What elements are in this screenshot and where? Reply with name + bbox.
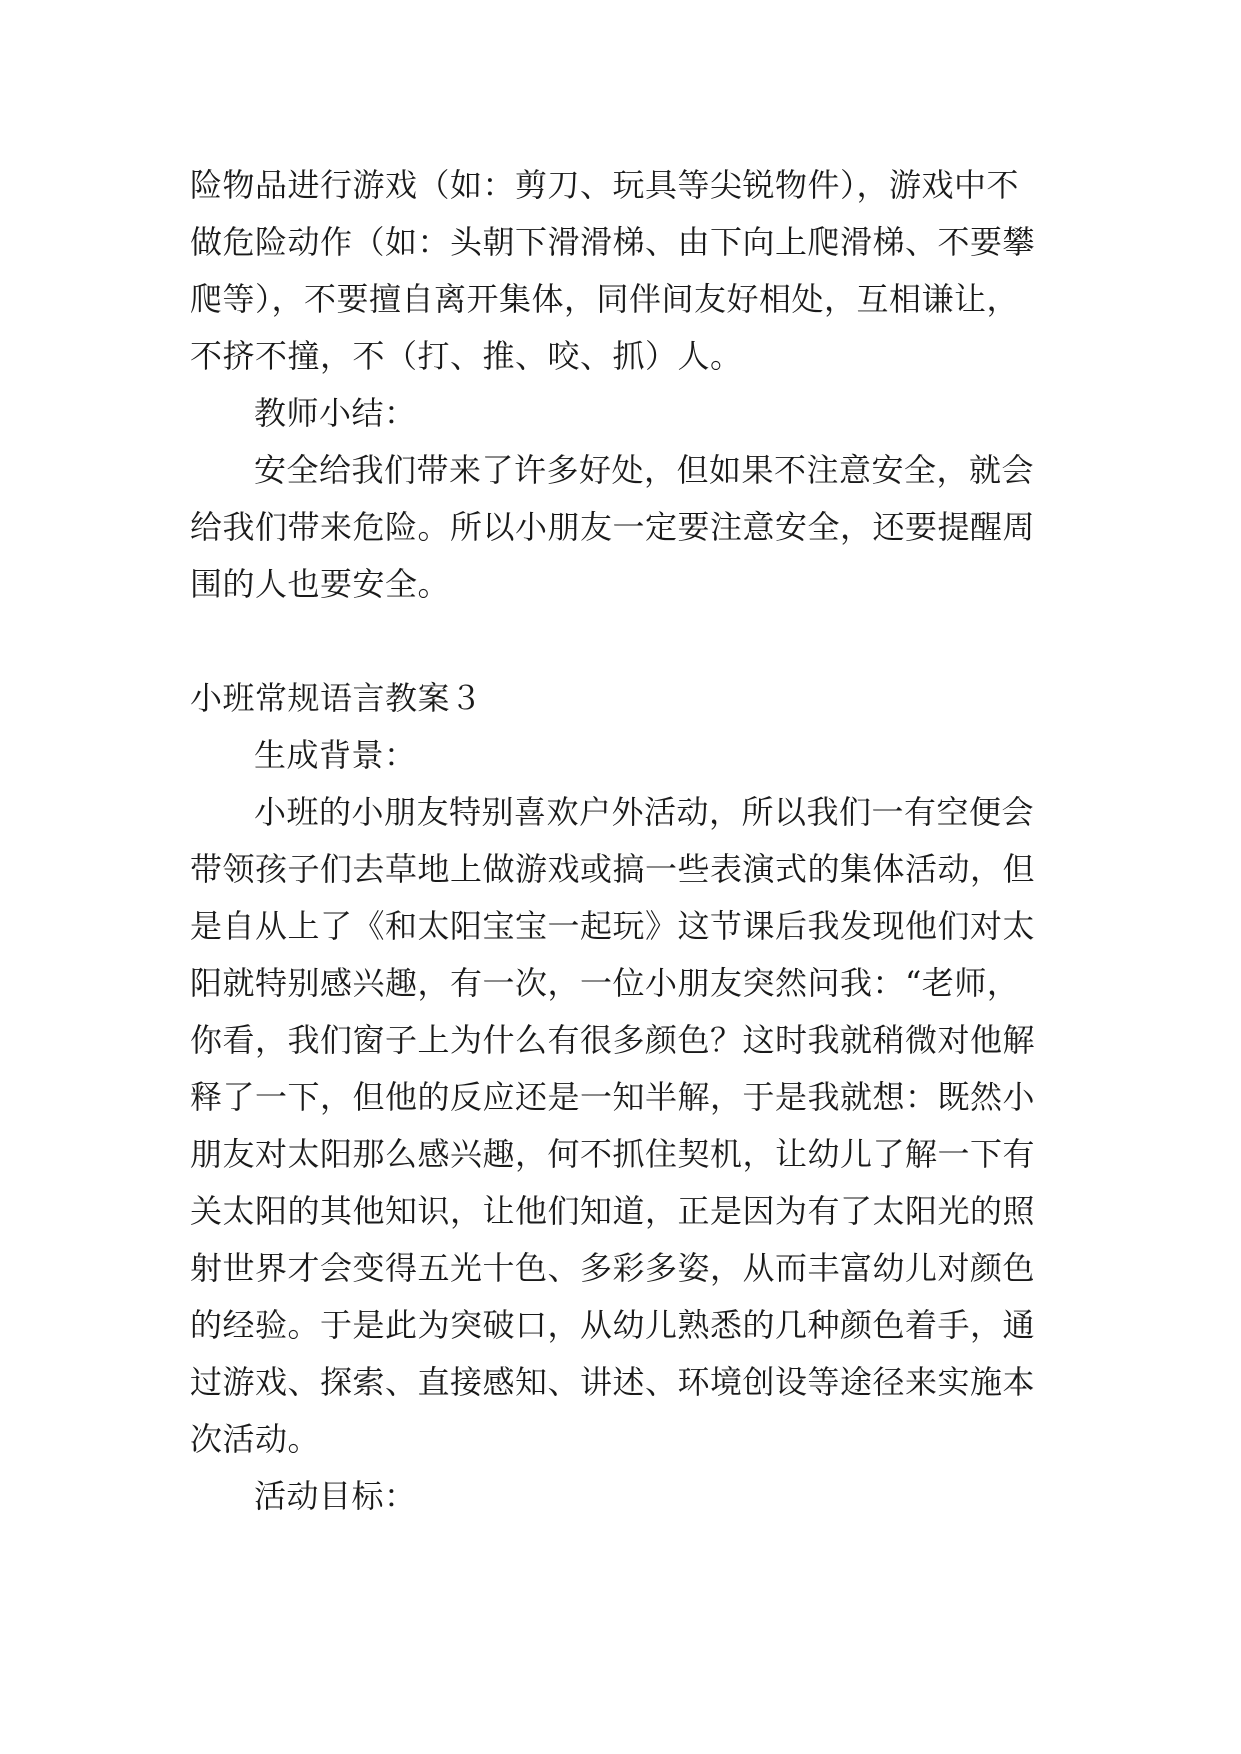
paragraph-line: 不挤不撞，不（打、推、咬、抓）人。	[190, 337, 743, 375]
paragraph-line: 关太阳的其他知识，让他们知道，正是因为有了太阳光的照	[190, 1192, 1036, 1230]
paragraph-line: 次活动。	[190, 1420, 321, 1458]
paragraph-line: 做危险动作（如：头朝下滑滑梯、由下向上爬滑梯、不要攀	[190, 223, 1036, 261]
section-title: 小班常规语言教案３	[190, 679, 483, 717]
paragraph-line: 围的人也要安全。	[190, 565, 451, 603]
paragraph-line: 是自从上了《和太阳宝宝一起玩》这节课后我发现他们对太	[190, 907, 1036, 945]
paragraph-line: 过游戏、探索、直接感知、讲述、环境创设等途径来实施本	[190, 1363, 1036, 1401]
paragraph-line: 阳就特别感兴趣，有一次，一位小朋友突然问我：“老师，	[190, 964, 1020, 1002]
paragraph-line: 带领孩子们去草地上做游戏或搞一些表演式的集体活动，但	[190, 850, 1036, 888]
paragraph-line: 安全给我们带来了许多好处，但如果不注意安全，就会	[254, 451, 1035, 489]
subheading: 教师小结：	[254, 394, 417, 432]
paragraph-line: 你看，我们窗子上为什么有很多颜色？这时我就稍微对他解	[190, 1021, 1036, 1059]
paragraph-line: 给我们带来危险。所以小朋友一定要注意安全，还要提醒周	[190, 508, 1036, 546]
paragraph-line: 射世界才会变得五光十色、多彩多姿，从而丰富幼儿对颜色	[190, 1249, 1036, 1287]
subheading: 活动目标：	[254, 1477, 417, 1515]
paragraph-line: 小班的小朋友特别喜欢户外活动，所以我们一有空便会	[254, 793, 1035, 831]
paragraph-line: 险物品进行游戏（如：剪刀、玩具等尖锐物件），游戏中不	[190, 166, 1020, 204]
paragraph-line: 爬等），不要擅自离开集体，同伴间友好相处，互相谦让，	[190, 280, 1020, 318]
paragraph-line: 的经验。于是此为突破口，从幼儿熟悉的几种颜色着手，通	[190, 1306, 1036, 1344]
paragraph-line: 朋友对太阳那么感兴趣，何不抓住契机，让幼儿了解一下有	[190, 1135, 1036, 1173]
paragraph-line: 释了一下，但他的反应还是一知半解，于是我就想：既然小	[190, 1078, 1036, 1116]
subheading: 生成背景：	[254, 736, 417, 774]
